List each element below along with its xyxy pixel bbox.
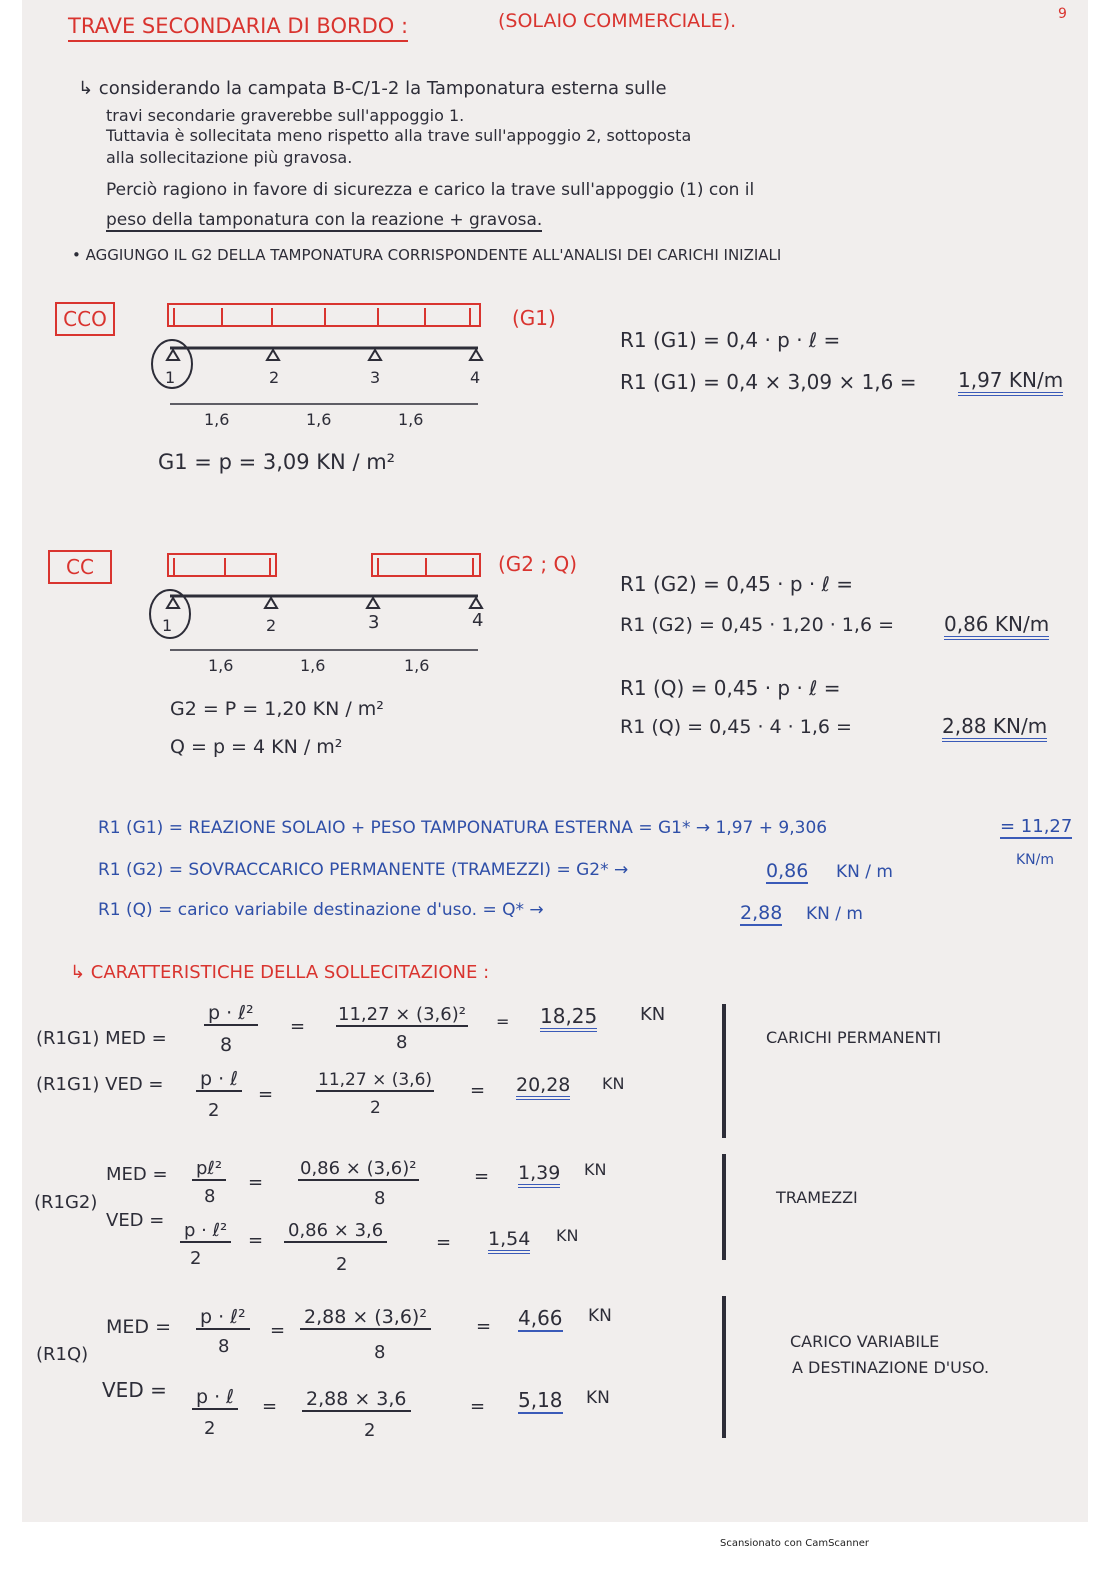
cco-span-2: 1,6 xyxy=(306,410,332,429)
g2-m-formula-num: pℓ² xyxy=(192,1158,226,1181)
cc-result-2: 2,88 KN/m xyxy=(942,714,1047,742)
summary-line-2: R1 (G2) = SOVRACCARICO PERMANENTE (TRAMEZZI) = G2* → xyxy=(98,860,629,880)
q-m-formula-num: p · ℓ² xyxy=(196,1306,250,1330)
g2-v-equals-2: = xyxy=(436,1232,452,1253)
cc-support-2: 2 xyxy=(266,616,277,635)
q-v-result: 5,18 xyxy=(518,1388,563,1412)
q-m-calc-den: 8 xyxy=(374,1342,386,1363)
g2-v-result: 1,54 xyxy=(488,1228,530,1254)
page-title: TRAVE SECONDARIA DI BORDO : xyxy=(68,14,408,42)
g1-m-calc-num: 11,27 × (3,6)² xyxy=(338,1004,466,1025)
summary-line-3-result: 2,88 xyxy=(740,902,783,924)
g1-m-formula-num: p · ℓ² xyxy=(204,1002,258,1026)
q-v-unit: KN xyxy=(586,1388,610,1408)
page-subtitle: (SOLAIO COMMERCIALE). xyxy=(498,10,737,32)
cco-support-3: 3 xyxy=(370,368,381,387)
g1-m-equals-2: = xyxy=(496,1012,510,1031)
cco-support-4: 4 xyxy=(470,368,481,387)
cc-distributed-load-right xyxy=(372,554,480,576)
cc-q-value: Q = p = 4 KN / m² xyxy=(170,736,343,758)
q-m-label: MED = xyxy=(106,1316,171,1338)
characteristics-title: ↳ CARATTERISTICHE DELLA SOLLECITAZIONE : xyxy=(70,962,490,983)
g1-v-unit: KN xyxy=(602,1074,625,1093)
intro-line-3: Tuttavia è sollecitata meno rispetto alla trave sull'appoggio 2, sottoposta xyxy=(106,126,692,145)
q-v-equals-2: = xyxy=(470,1396,486,1417)
g2-v-formula-den: 2 xyxy=(190,1248,202,1269)
q-m-equals-2: = xyxy=(476,1316,492,1337)
summary-line-2-result: 0,86 xyxy=(766,860,809,882)
cc-eq-3: R1 (Q) = 0,45 · p · ℓ = xyxy=(620,676,841,700)
cco-span-3: 1,6 xyxy=(398,410,424,429)
g1-m-formula-den: 8 xyxy=(220,1034,233,1056)
g1-v-equals-2: = xyxy=(470,1080,486,1101)
intro-line-2: travi secondarie graverebbe sull'appoggio 1. xyxy=(106,106,465,125)
q-m-equals: = xyxy=(270,1320,286,1341)
summary-line-1-result: = 11,27 xyxy=(1000,816,1073,837)
cc-eq-2: R1 (G2) = 0,45 · 1,20 · 1,6 = xyxy=(620,614,894,636)
q-m-formula-den: 8 xyxy=(218,1336,230,1357)
g1-m-calc-den: 8 xyxy=(396,1032,408,1053)
g2-m-label: MED = xyxy=(106,1164,168,1185)
page-number: 9 xyxy=(1058,6,1067,22)
g2-m-unit: KN xyxy=(584,1160,607,1179)
g2-v-calc-num: 0,86 × 3,6 xyxy=(284,1220,387,1243)
g1-v-equals: = xyxy=(258,1084,274,1105)
cco-beam-diagram xyxy=(140,298,500,428)
cc-load-label: (G2 ; Q) xyxy=(498,552,578,576)
g1-v-calc-den: 2 xyxy=(370,1098,381,1118)
q-note-2: A DESTINAZIONE D'USO. xyxy=(792,1358,990,1377)
summary-line-1-unit: KN/m xyxy=(1016,852,1055,868)
cco-eq-1: R1 (G1) = 0,4 · p · ℓ = xyxy=(620,328,841,352)
g2-v-calc-den: 2 xyxy=(336,1254,348,1275)
g2-v-equals: = xyxy=(248,1230,264,1251)
g1-m-unit: KN xyxy=(640,1004,666,1025)
cc-support-4: 4 xyxy=(472,610,484,631)
cco-result: 1,97 KN/m xyxy=(958,368,1063,396)
cc-result-1: 0,86 KN/m xyxy=(944,612,1049,640)
g2-m-calc-num: 0,86 × (3,6)² xyxy=(300,1158,417,1179)
q-m-calc-num: 2,88 × (3,6)² xyxy=(300,1306,431,1330)
g1-m-label: (R1G1) MED = xyxy=(36,1028,167,1049)
g1-v-label: (R1G1) VED = xyxy=(36,1074,164,1095)
q-v-formula-num: p · ℓ xyxy=(192,1386,238,1410)
intro-bullet: • AGGIUNGO IL G2 DELLA TAMPONATURA CORRISPONDENTE ALL'ANALISI DEI CARICHI INIZIALI xyxy=(72,246,782,264)
g1-m-result: 18,25 xyxy=(540,1004,597,1032)
g2-m-result: 1,39 xyxy=(518,1162,560,1188)
g1-m-equals: = xyxy=(290,1016,306,1037)
g2-separator xyxy=(722,1154,726,1260)
cco-span-1: 1,6 xyxy=(204,410,230,429)
summary-line-1: R1 (G1) = REAZIONE SOLAIO + PESO TAMPONATURA ESTERNA = G1* → 1,97 + 9,306 xyxy=(98,818,828,838)
q-v-label: VED = xyxy=(102,1378,167,1402)
g2-m-equals-2: = xyxy=(474,1166,490,1187)
g2-m-calc-den: 8 xyxy=(374,1188,386,1209)
cco-support-1: 1 xyxy=(165,368,176,387)
q-tag: (R1Q) xyxy=(36,1344,89,1365)
g1-v-formula-num: p · ℓ xyxy=(196,1068,242,1092)
q-v-calc-num: 2,88 × 3,6 xyxy=(302,1388,411,1412)
summary-line-3-unit: KN / m xyxy=(806,904,863,924)
cc-g2-value: G2 = P = 1,20 KN / m² xyxy=(170,698,384,720)
intro-line-5: Perciò ragiono in favore di sicurezza e carico la trave sull'appoggio (1) con il xyxy=(106,180,755,200)
q-separator xyxy=(722,1296,726,1438)
cc-span-2: 1,6 xyxy=(300,656,326,675)
g1-v-calc-num: 11,27 × (3,6) xyxy=(318,1070,433,1090)
g1-note: CARICHI PERMANENTI xyxy=(766,1028,942,1047)
cc-span-3: 1,6 xyxy=(404,656,430,675)
q-v-equals: = xyxy=(262,1396,278,1417)
g1-separator xyxy=(722,1004,726,1138)
cc-support-1: 1 xyxy=(162,616,173,635)
g2-note: TRAMEZZI xyxy=(776,1188,858,1207)
cco-support-2: 2 xyxy=(269,368,280,387)
scanner-footer: Scansionato con CamScanner xyxy=(720,1538,869,1549)
cc-label: CC xyxy=(48,550,112,584)
cco-label: CCO xyxy=(55,302,115,336)
cco-eq-2: R1 (G1) = 0,4 × 3,09 × 1,6 = xyxy=(620,370,917,394)
q-v-calc-den: 2 xyxy=(364,1420,376,1441)
cco-load-value: G1 = p = 3,09 KN / m² xyxy=(158,450,396,474)
cc-support-3: 3 xyxy=(368,612,380,633)
intro-line-6: peso della tamponatura con la reazione + gravosa. xyxy=(106,210,543,230)
g2-v-formula-num: p · ℓ² xyxy=(180,1220,231,1243)
g2-v-label: VED = xyxy=(106,1210,165,1231)
intro-line-4: alla sollecitazione più gravosa. xyxy=(106,148,353,167)
summary-line-2-unit: KN / m xyxy=(836,862,893,882)
cc-eq-1: R1 (G2) = 0,45 · p · ℓ = xyxy=(620,572,854,596)
cco-distributed-load xyxy=(168,304,480,326)
q-m-unit: KN xyxy=(588,1306,612,1326)
cco-load-label: (G1) xyxy=(512,306,556,330)
cco-supports xyxy=(167,350,482,360)
cc-distributed-load-left xyxy=(168,554,276,576)
g1-v-result: 20,28 xyxy=(516,1074,570,1100)
q-m-result: 4,66 xyxy=(518,1306,563,1330)
summary-line-3: R1 (Q) = carico variabile destinazione d'uso. = Q* → xyxy=(98,900,544,920)
g2-m-formula-den: 8 xyxy=(204,1186,216,1207)
g2-tag: (R1G2) xyxy=(34,1192,98,1213)
cc-supports xyxy=(167,598,482,608)
cc-span-1: 1,6 xyxy=(208,656,234,675)
q-note-1: CARICO VARIABILE xyxy=(790,1332,940,1351)
q-v-formula-den: 2 xyxy=(204,1418,216,1439)
g2-m-equals: = xyxy=(248,1172,264,1193)
intro-line-1: ↳ considerando la campata B-C/1-2 la Tamponatura esterna sulle xyxy=(78,78,667,99)
cc-eq-4: R1 (Q) = 0,45 · 4 · 1,6 = xyxy=(620,716,852,738)
g2-v-unit: KN xyxy=(556,1226,579,1245)
g1-v-formula-den: 2 xyxy=(208,1100,220,1121)
